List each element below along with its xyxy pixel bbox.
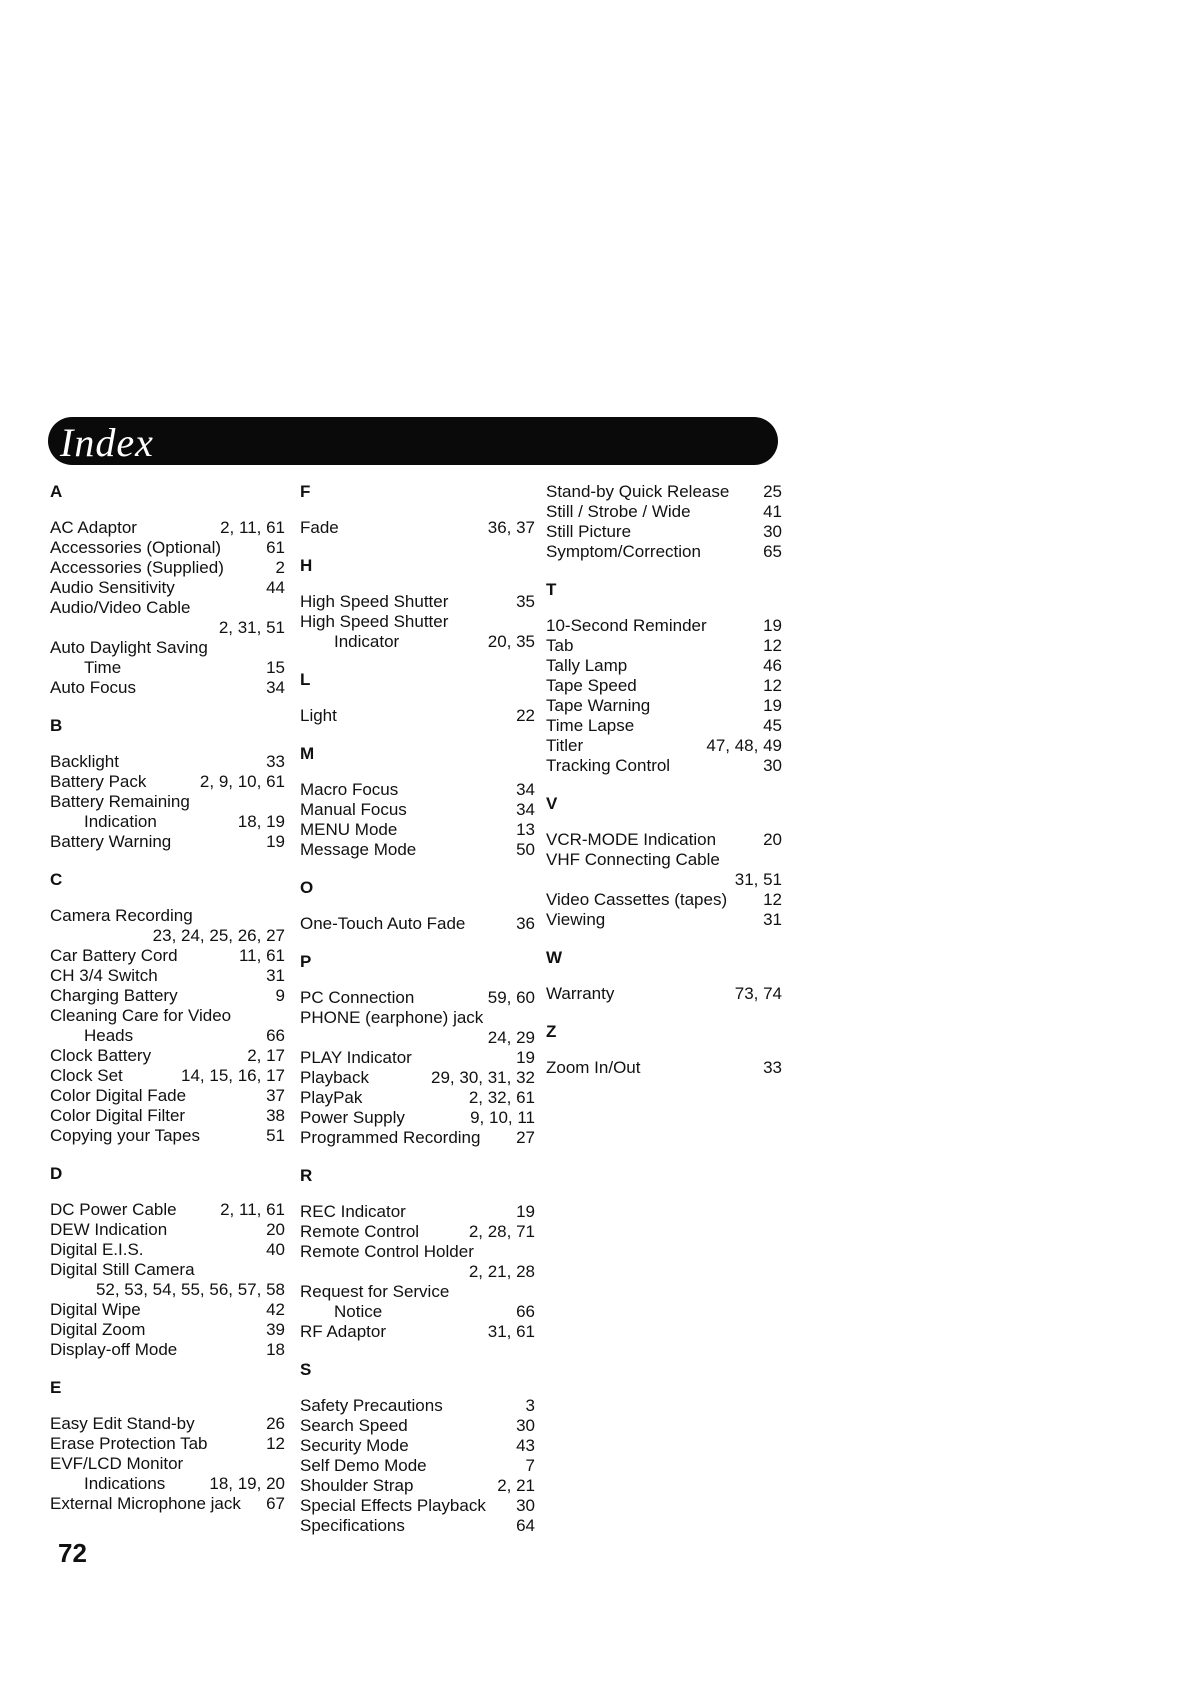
index-group xyxy=(50,1378,285,1514)
index-entry xyxy=(300,706,535,726)
entry-term: Indications xyxy=(84,1474,166,1493)
index-entry xyxy=(300,1202,535,1222)
index-entry xyxy=(50,792,285,812)
entry-pages: 30 xyxy=(763,522,782,541)
entry-pages: 34 xyxy=(266,678,285,697)
entry-term: Clock Set xyxy=(50,1066,123,1085)
entry-term: One-Touch Auto Fade xyxy=(300,914,466,933)
index-entry xyxy=(50,926,285,946)
entry-pages: 31, 51 xyxy=(734,870,782,889)
entry-pages: 9, 10, 11 xyxy=(470,1108,535,1127)
section-letter: E xyxy=(50,1378,62,1397)
entry-pages: 18 xyxy=(266,1340,285,1359)
entry-term: Digital E.I.S. xyxy=(50,1240,144,1259)
entry-term: Copying your Tapes xyxy=(50,1126,200,1145)
index-group xyxy=(300,670,535,726)
entry-pages: 40 xyxy=(266,1240,285,1259)
entry-pages: 33 xyxy=(763,1058,782,1077)
entry-term: Audio Sensitivity xyxy=(50,578,175,597)
entry-term: Shoulder Strap xyxy=(300,1476,414,1495)
index-entry xyxy=(300,592,535,612)
entry-term: Display-off Mode xyxy=(50,1340,178,1359)
index-entry xyxy=(300,1068,535,1088)
entry-pages: 19 xyxy=(516,1202,535,1221)
entry-term: Stand-by Quick Release xyxy=(546,482,730,501)
entry-pages: 12 xyxy=(763,676,782,695)
index-entry xyxy=(300,1282,535,1302)
entry-term: RF Adaptor xyxy=(300,1322,386,1341)
section-letter: F xyxy=(300,482,311,501)
index-group xyxy=(546,482,782,562)
index-group xyxy=(50,1164,285,1360)
entry-pages: 30 xyxy=(763,756,782,775)
index-entry xyxy=(50,1260,285,1280)
index-group xyxy=(546,948,782,1004)
entry-term: PC Connection xyxy=(300,988,415,1007)
entry-pages: 2, 9, 10, 61 xyxy=(199,772,285,791)
entry-pages: 42 xyxy=(266,1300,285,1319)
index-column-1 xyxy=(50,482,285,1532)
index-entry xyxy=(50,1106,285,1126)
index-entry xyxy=(546,736,782,756)
index-entry xyxy=(300,1456,535,1476)
entry-term: Symptom/Correction xyxy=(546,542,701,561)
entry-pages: 20 xyxy=(763,830,782,849)
entry-term: AC Adaptor xyxy=(50,518,137,537)
index-entry xyxy=(50,1026,285,1046)
entry-term: Security Mode xyxy=(300,1436,409,1455)
index-entry xyxy=(50,1200,285,1220)
entry-term: Battery Remaining xyxy=(50,792,190,811)
entry-term: Heads xyxy=(84,1026,134,1045)
entry-term: Zoom In/Out xyxy=(546,1058,641,1077)
page-title: Index xyxy=(60,420,154,465)
entry-term: Time xyxy=(84,658,122,677)
entry-pages: 47, 48, 49 xyxy=(706,736,782,755)
index-entry xyxy=(300,1516,535,1536)
index-entry xyxy=(50,538,285,558)
index-entry xyxy=(300,518,535,538)
entry-pages: 66 xyxy=(516,1302,535,1321)
entry-pages: 46 xyxy=(763,656,782,675)
index-entry xyxy=(50,618,285,638)
index-entry xyxy=(50,1494,285,1514)
section-letter: T xyxy=(546,580,557,599)
entry-term: DEW Indication xyxy=(50,1220,168,1239)
entry-term: REC Indicator xyxy=(300,1202,406,1221)
entry-term: Tape Warning xyxy=(546,696,651,715)
index-entry xyxy=(300,914,535,934)
entry-term: Digital Wipe xyxy=(50,1300,141,1319)
entry-term: PLAY Indicator xyxy=(300,1048,412,1067)
entry-pages: 36 xyxy=(516,914,535,933)
index-entry xyxy=(50,1086,285,1106)
section-letter: H xyxy=(300,556,313,575)
entry-pages: 36, 37 xyxy=(487,518,535,537)
index-entry xyxy=(300,1108,535,1128)
section-letter: M xyxy=(300,744,315,763)
entry-pages: 15 xyxy=(266,658,285,677)
entry-term: Macro Focus xyxy=(300,780,399,799)
entry-term: Manual Focus xyxy=(300,800,407,819)
index-entry xyxy=(50,1066,285,1086)
entry-term: Tape Speed xyxy=(546,676,637,695)
entry-term: Erase Protection Tab xyxy=(50,1434,208,1453)
index-column-3 xyxy=(546,482,782,1096)
index-column-2 xyxy=(300,482,535,1554)
entry-pages: 7 xyxy=(525,1456,535,1475)
index-entry xyxy=(300,632,535,652)
entry-pages: 19 xyxy=(763,616,782,635)
index-entry xyxy=(546,656,782,676)
index-entry xyxy=(50,578,285,598)
index-entry xyxy=(300,1028,535,1048)
entry-pages: 26 xyxy=(266,1414,285,1433)
entry-term: Still / Strobe / Wide xyxy=(546,502,691,521)
entry-term: Backlight xyxy=(50,752,119,771)
section-letter: L xyxy=(300,670,311,689)
entry-pages: 44 xyxy=(266,578,285,597)
entry-term: Audio/Video Cable xyxy=(50,598,191,617)
entry-pages: 2, 28, 71 xyxy=(468,1222,535,1241)
entry-pages: 25 xyxy=(763,482,782,501)
section-letter: A xyxy=(50,482,63,501)
index-entry xyxy=(50,598,285,618)
index-entry xyxy=(546,870,782,890)
index-group xyxy=(546,794,782,930)
index-entry xyxy=(546,676,782,696)
index-entry xyxy=(546,616,782,636)
entry-pages: 67 xyxy=(266,1494,285,1513)
index-entry xyxy=(50,966,285,986)
index-entry xyxy=(300,1436,535,1456)
entry-term: Tab xyxy=(546,636,574,655)
index-entry xyxy=(50,772,285,792)
section-letter: B xyxy=(50,716,63,735)
index-entry xyxy=(50,1126,285,1146)
index-entry xyxy=(50,1006,285,1026)
index-entry xyxy=(50,1414,285,1434)
entry-term: Tally Lamp xyxy=(546,656,628,675)
entry-term: Digital Still Camera xyxy=(50,1260,195,1279)
entry-pages: 45 xyxy=(763,716,782,735)
entry-pages: 12 xyxy=(763,890,782,909)
entry-term: EVF/LCD Monitor xyxy=(50,1454,184,1473)
index-entry xyxy=(50,1474,285,1494)
index-group xyxy=(300,1166,535,1342)
entry-pages: 73, 74 xyxy=(734,984,782,1003)
entry-pages: 12 xyxy=(763,636,782,655)
entry-term: Remote Control Holder xyxy=(300,1242,474,1261)
index-entry xyxy=(546,542,782,562)
entry-pages: 24, 29 xyxy=(487,1028,535,1047)
index-group xyxy=(546,1022,782,1078)
index-entry xyxy=(50,658,285,678)
index-entry xyxy=(300,840,535,860)
entry-term: Viewing xyxy=(546,910,606,929)
entry-term: Self Demo Mode xyxy=(300,1456,427,1475)
entry-pages: 22 xyxy=(516,706,535,725)
entry-pages: 13 xyxy=(516,820,535,839)
entry-pages: 2, 21 xyxy=(497,1476,535,1495)
index-entry xyxy=(50,946,285,966)
entry-term: MENU Mode xyxy=(300,820,398,839)
entry-term: External Microphone jack xyxy=(50,1494,241,1513)
entry-term: Remote Control xyxy=(300,1222,420,1241)
entry-term: Notice xyxy=(334,1302,383,1321)
entry-term: Specifications xyxy=(300,1516,405,1535)
entry-pages: 18, 19, 20 xyxy=(209,1474,285,1493)
entry-pages: 29, 30, 31, 32 xyxy=(431,1068,535,1087)
entry-pages: 2, 11, 61 xyxy=(220,1200,285,1219)
section-letter: P xyxy=(300,952,312,971)
entry-pages: 2, 21, 28 xyxy=(468,1262,535,1281)
entry-term: Request for Service xyxy=(300,1282,450,1301)
entry-pages: 30 xyxy=(516,1496,535,1515)
entry-pages: 37 xyxy=(266,1086,285,1105)
index-entry xyxy=(300,1476,535,1496)
entry-term: Tracking Control xyxy=(546,756,671,775)
entry-term: High Speed Shutter xyxy=(300,612,449,631)
index-entry xyxy=(300,1262,535,1282)
entry-term: Warranty xyxy=(546,984,615,1003)
index-entry xyxy=(50,1300,285,1320)
index-entry xyxy=(546,636,782,656)
index-entry xyxy=(300,1302,535,1322)
entry-term: Video Cassettes (tapes) xyxy=(546,890,728,909)
entry-term: Auto Daylight Saving xyxy=(50,638,208,657)
entry-pages: 19 xyxy=(266,832,285,851)
entry-pages: 50 xyxy=(516,840,535,859)
index-entry xyxy=(50,832,285,852)
index-entry xyxy=(300,612,535,632)
index-entry xyxy=(300,1242,535,1262)
index-group xyxy=(50,716,285,852)
index-entry xyxy=(50,638,285,658)
entry-term: Accessories (Optional) xyxy=(50,538,222,557)
entry-term: Programmed Recording xyxy=(300,1128,481,1147)
entry-pages: 2 xyxy=(275,558,285,577)
entry-term: Safety Precautions xyxy=(300,1396,443,1415)
entry-term: Power Supply xyxy=(300,1108,405,1127)
entry-term: Titler xyxy=(546,736,584,755)
entry-term: High Speed Shutter xyxy=(300,592,449,611)
entry-pages: 2, 11, 61 xyxy=(220,518,285,537)
entry-pages: 2, 17 xyxy=(247,1046,285,1065)
index-group xyxy=(50,482,285,698)
index-entry xyxy=(546,522,782,542)
entry-term: CH 3/4 Switch xyxy=(50,966,158,985)
entry-pages: 23, 24, 25, 26, 27 xyxy=(152,926,285,945)
index-entry xyxy=(546,482,782,502)
entry-pages: 61 xyxy=(266,538,285,557)
entry-term: Car Battery Cord xyxy=(50,946,178,965)
entry-term: Special Effects Playback xyxy=(300,1496,486,1515)
index-entry xyxy=(300,780,535,800)
entry-term: Easy Edit Stand-by xyxy=(50,1414,195,1433)
entry-pages: 2, 31, 51 xyxy=(218,618,285,637)
entry-term: Message Mode xyxy=(300,840,417,859)
entry-pages: 31, 61 xyxy=(487,1322,535,1341)
index-entry xyxy=(50,752,285,772)
entry-term: PHONE (earphone) jack xyxy=(300,1008,484,1027)
entry-pages: 30 xyxy=(516,1416,535,1435)
index-entry xyxy=(300,1222,535,1242)
entry-term: Accessories (Supplied) xyxy=(50,558,224,577)
index-entry xyxy=(50,1320,285,1340)
index-entry xyxy=(546,890,782,910)
entry-term: Playback xyxy=(300,1068,369,1087)
entry-pages: 43 xyxy=(516,1436,535,1455)
index-entry xyxy=(546,850,782,870)
entry-pages: 18, 19 xyxy=(237,812,285,831)
entry-term: Indication xyxy=(84,812,157,831)
entry-term: Digital Zoom xyxy=(50,1320,146,1339)
entry-term: VHF Connecting Cable xyxy=(546,850,720,869)
entry-pages: 51 xyxy=(266,1126,285,1145)
entry-pages: 27 xyxy=(516,1128,535,1147)
entry-pages: 59, 60 xyxy=(487,988,535,1007)
index-group xyxy=(546,580,782,776)
entry-term: DC Power Cable xyxy=(50,1200,177,1219)
entry-pages: 11, 61 xyxy=(238,946,285,965)
index-entry xyxy=(300,988,535,1008)
index-entry xyxy=(546,830,782,850)
entry-pages: 3 xyxy=(525,1396,535,1415)
entry-term: Indicator xyxy=(334,632,400,651)
entry-pages: 31 xyxy=(266,966,285,985)
entry-term: Still Picture xyxy=(546,522,632,541)
index-group xyxy=(300,744,535,860)
entry-term: Time Lapse xyxy=(546,716,635,735)
index-entry xyxy=(50,558,285,578)
section-letter: D xyxy=(50,1164,63,1183)
section-letter: Z xyxy=(546,1022,557,1041)
entry-term: Search Speed xyxy=(300,1416,408,1435)
entry-term: Battery Warning xyxy=(50,832,172,851)
section-letter: V xyxy=(546,794,558,813)
section-letter: O xyxy=(300,878,314,897)
index-entry xyxy=(300,1396,535,1416)
entry-pages: 65 xyxy=(763,542,782,561)
index-entry xyxy=(300,800,535,820)
entry-pages: 33 xyxy=(266,752,285,771)
index-group xyxy=(50,870,285,1146)
entry-pages: 31 xyxy=(763,910,782,929)
index-group xyxy=(300,878,535,934)
entry-pages: 34 xyxy=(516,800,535,819)
index-group xyxy=(300,556,535,652)
entry-term: Battery Pack xyxy=(50,772,147,791)
index-entry xyxy=(546,910,782,930)
entry-pages: 20 xyxy=(266,1220,285,1239)
index-entry xyxy=(50,1240,285,1260)
entry-pages: 34 xyxy=(516,780,535,799)
entry-pages: 19 xyxy=(763,696,782,715)
index-entry xyxy=(50,906,285,926)
index-entry xyxy=(300,1128,535,1148)
index-entry xyxy=(300,1048,535,1068)
entry-term: Color Digital Filter xyxy=(50,1106,186,1125)
index-entry xyxy=(546,756,782,776)
index-entry xyxy=(546,696,782,716)
index-title-banner xyxy=(48,417,778,465)
entry-term: 10-Second Reminder xyxy=(546,616,707,635)
entry-pages: 12 xyxy=(266,1434,285,1453)
index-entry xyxy=(300,1088,535,1108)
index-entry xyxy=(50,1454,285,1474)
entry-pages: 9 xyxy=(275,986,285,1005)
entry-pages: 20, 35 xyxy=(487,632,535,651)
index-entry xyxy=(50,812,285,832)
entry-pages: 2, 32, 61 xyxy=(468,1088,535,1107)
index-entry xyxy=(50,678,285,698)
entry-term: VCR-MODE Indication xyxy=(546,830,717,849)
index-group xyxy=(300,482,535,538)
entry-term: Charging Battery xyxy=(50,986,178,1005)
entry-pages: 14, 15, 16, 17 xyxy=(181,1066,285,1085)
index-entry xyxy=(300,1008,535,1028)
entry-term: Fade xyxy=(300,518,339,537)
section-letter: R xyxy=(300,1166,313,1185)
entry-term: Light xyxy=(300,706,337,725)
index-entry xyxy=(300,1496,535,1516)
index-entry xyxy=(546,1058,782,1078)
entry-pages: 38 xyxy=(266,1106,285,1125)
entry-pages: 64 xyxy=(516,1516,535,1535)
entry-term: Color Digital Fade xyxy=(50,1086,187,1105)
index-entry xyxy=(50,518,285,538)
index-entry xyxy=(50,1434,285,1454)
entry-pages: 35 xyxy=(516,592,535,611)
section-letter: S xyxy=(300,1360,312,1379)
entry-pages: 39 xyxy=(266,1320,285,1339)
index-entry xyxy=(546,984,782,1004)
entry-term: Clock Battery xyxy=(50,1046,152,1065)
index-entry xyxy=(50,1220,285,1240)
entry-term: PlayPak xyxy=(300,1088,363,1107)
page-number: 72 xyxy=(58,1538,87,1568)
entry-pages: 19 xyxy=(516,1048,535,1067)
index-entry xyxy=(300,1416,535,1436)
entry-term: Camera Recording xyxy=(50,906,193,925)
entry-pages: 52, 53, 54, 55, 56, 57, 58 xyxy=(95,1280,285,1299)
index-entry xyxy=(50,1340,285,1360)
index-entry xyxy=(300,1322,535,1342)
section-letter: W xyxy=(546,948,563,967)
entry-pages: 41 xyxy=(763,502,782,521)
index-entry xyxy=(546,716,782,736)
index-entry xyxy=(50,986,285,1006)
entry-term: Auto Focus xyxy=(50,678,136,697)
entry-term: Cleaning Care for Video xyxy=(50,1006,232,1025)
index-entry xyxy=(50,1046,285,1066)
index-entry xyxy=(546,502,782,522)
index-group xyxy=(300,952,535,1148)
entry-pages: 66 xyxy=(266,1026,285,1045)
index-entry xyxy=(50,1280,285,1300)
index-group xyxy=(300,1360,535,1536)
index-entry xyxy=(300,820,535,840)
section-letter: C xyxy=(50,870,63,889)
